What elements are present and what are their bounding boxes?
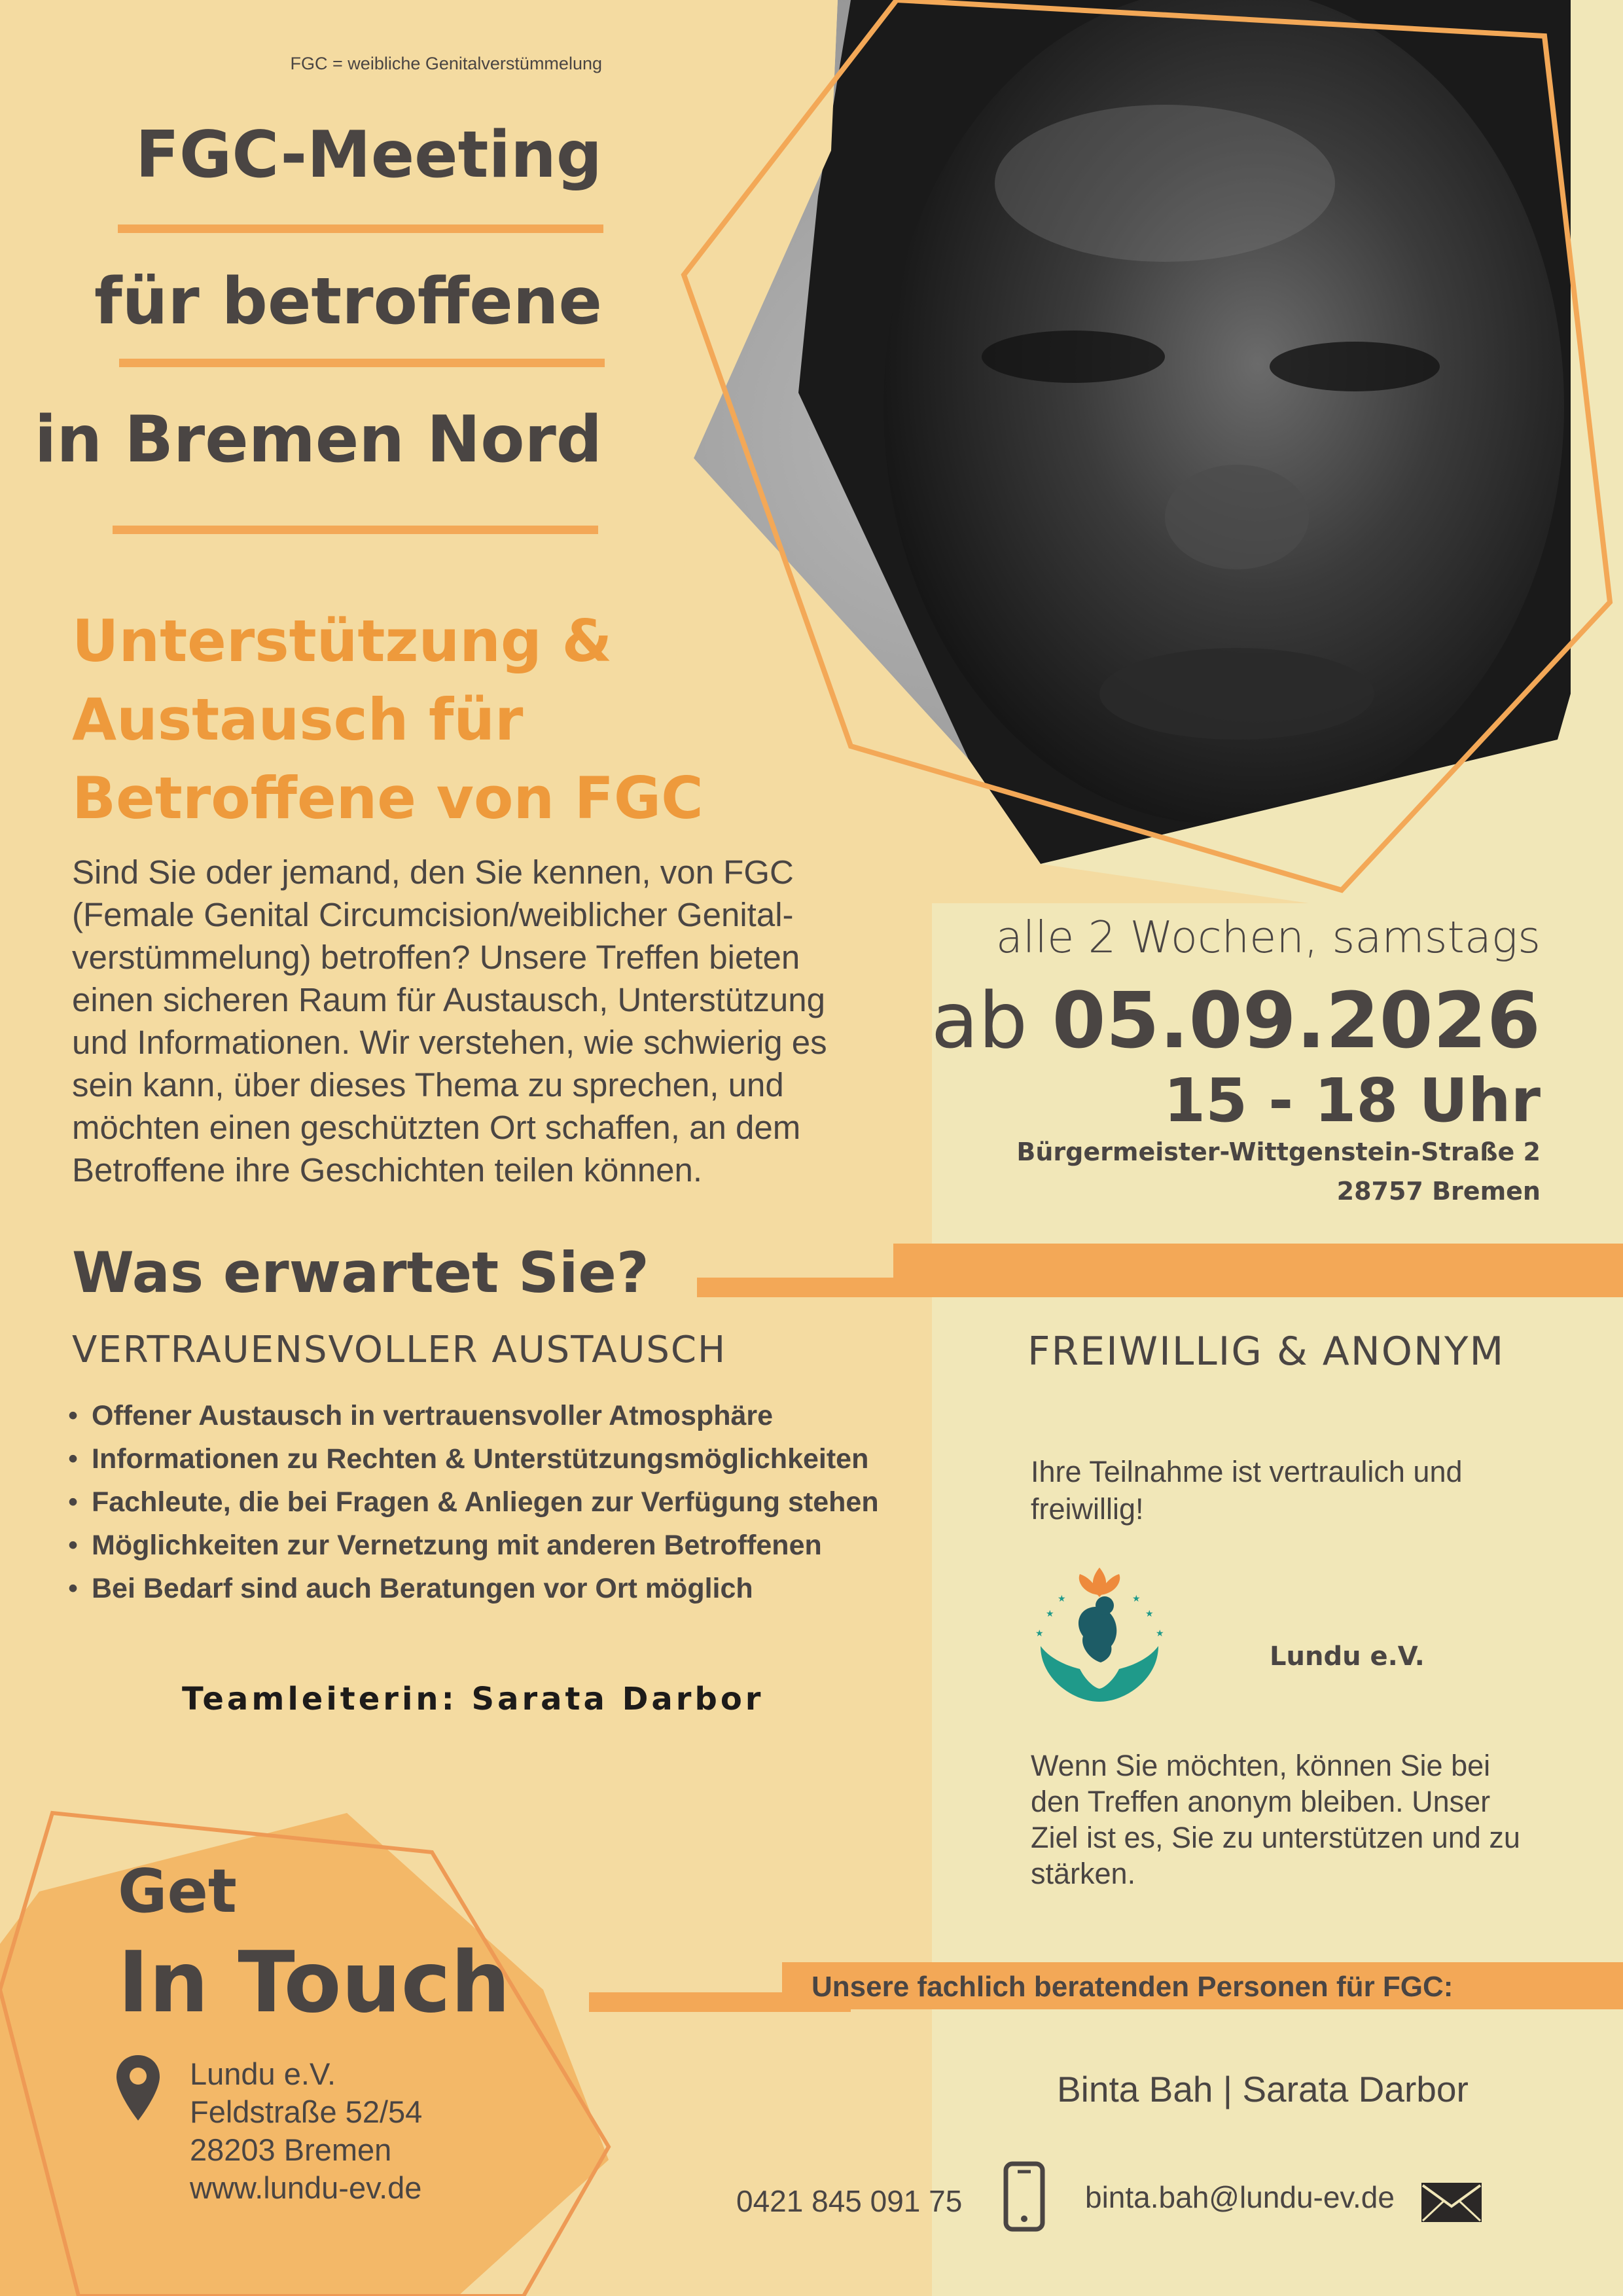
get-heading: Get <box>118 1856 237 1926</box>
svg-text:★: ★ <box>1058 1594 1066 1604</box>
meeting-start-date <box>931 975 1541 1066</box>
anonymous-line: stärken. <box>1031 1857 1136 1890</box>
anonymous-text <box>1031 1748 1574 1892</box>
support-heading-line: Betroffene von FGC <box>72 764 704 832</box>
intro-line: Betroffene ihre Geschichten teilen können. <box>72 1151 703 1189</box>
address-line: 28203 Bremen <box>190 2132 392 2167</box>
team-lead: Teamleiterin: Sarata Darbor <box>182 1681 764 1717</box>
in-touch-heading: In Touch <box>118 1934 510 2032</box>
venue-street: Bürgermeister-Wittgenstein-Straße 2 <box>1016 1138 1541 1166</box>
phone-icon <box>1003 2161 1045 2232</box>
address-line: Feldstraße 52/54 <box>190 2094 423 2129</box>
confidential-text <box>1031 1453 1528 1528</box>
title-line-1: FGC-Meeting <box>135 118 602 192</box>
intro-line: und Informationen. Wir verstehen, wie schwierig es <box>72 1024 827 1061</box>
section-bar-left <box>697 1278 959 1297</box>
anonymous-line: Ziel ist es, Sie zu unterstützen und zu <box>1031 1821 1520 1854</box>
email-address[interactable]: binta.bah@lundu-ev.de <box>1085 2180 1395 2214</box>
contact-address <box>190 2055 422 2207</box>
intro-line: verstümmelung) betroffen? Unsere Treffen bieten <box>72 939 800 976</box>
title-underline-1 <box>118 224 603 233</box>
section-bar-right <box>893 1244 1623 1297</box>
title-underline-2 <box>119 359 605 367</box>
what-to-expect-heading: Was erwartet Sie? <box>72 1240 649 1306</box>
intro-line: sein kann, über dieses Thema zu sprechen, und <box>72 1066 784 1103</box>
voluntary-heading: FREIWILLIG & ANONYM <box>1027 1329 1505 1374</box>
start-prefix: ab <box>931 975 1027 1066</box>
intro-line: möchten einen geschützten Ort schaffen, an dem <box>72 1109 801 1146</box>
svg-text:★: ★ <box>1156 1628 1164 1639</box>
svg-text:★: ★ <box>1145 1609 1154 1619</box>
anonymous-line: Wenn Sie möchten, können Sie bei <box>1031 1749 1491 1782</box>
confidential-line: freiwillig! <box>1031 1492 1144 1526</box>
phone-number[interactable]: 0421 845 091 75 <box>736 2184 963 2218</box>
expectation-list <box>68 1394 879 1610</box>
support-heading <box>72 602 857 838</box>
list-item: • Fachleute, die bei Fragen & Anliegen zur Verfügung stehen <box>68 1480 879 1524</box>
list-item: • Informationen zu Rechten & Unterstützungsmöglichkeiten <box>68 1437 879 1480</box>
list-item: • Offener Austausch in vertrauensvoller Atmosphäre <box>68 1394 879 1437</box>
fgc-definition-note: FGC = weibliche Genitalverstümmelung <box>290 54 602 73</box>
support-heading-line: Austausch für <box>72 686 524 753</box>
location-pin-icon <box>115 2054 161 2122</box>
mail-icon <box>1420 2181 1483 2223</box>
intro-line: (Female Genital Circumcision/weiblicher Genital- <box>72 896 794 933</box>
svg-text:★: ★ <box>1046 1609 1054 1619</box>
title-line-3: in Bremen Nord <box>34 403 602 477</box>
start-date-value: 05.09.2026 <box>1052 975 1541 1066</box>
svg-text:★: ★ <box>1035 1628 1044 1639</box>
support-heading-line: Unterstützung & <box>72 607 613 675</box>
title-line-2: für betroffene <box>94 264 602 339</box>
confidential-line: Ihre Teilnahme ist vertraulich und <box>1031 1455 1463 1488</box>
list-item: • Möglichkeiten zur Vernetzung mit anderen Betroffenen <box>68 1524 879 1567</box>
anonymous-line: den Treffen anonym bleiben. Unser <box>1031 1785 1491 1818</box>
website-link[interactable]: www.lundu-ev.de <box>190 2170 422 2205</box>
advisor-names: Binta Bah | Sarata Darbor <box>1057 2069 1469 2109</box>
intro-paragraph <box>72 851 897 1191</box>
meeting-time: 15 - 18 Uhr <box>1164 1066 1541 1136</box>
meeting-frequency: alle 2 Wochen, samstags <box>995 912 1541 963</box>
org-name: Lundu e.V. <box>1270 1641 1425 1672</box>
venue-city: 28757 Bremen <box>1336 1177 1541 1206</box>
contact-hexagon-decoration <box>0 1793 628 2296</box>
intro-line: Sind Sie oder jemand, den Sie kennen, von FGC <box>72 853 794 891</box>
trust-subheading: VERTRAUENSVOLLER AUSTAUSCH <box>72 1329 727 1371</box>
address-line: Lundu e.V. <box>190 2056 336 2091</box>
advisors-label: Unsere fachlich beratenden Personen für FGC: <box>812 1971 1454 2003</box>
intro-line: einen sicheren Raum für Austausch, Unterstützung <box>72 981 825 1018</box>
title-underline-3 <box>113 526 598 534</box>
svg-text:★: ★ <box>1132 1594 1141 1604</box>
lundu-logo <box>1027 1554 1171 1718</box>
list-item: • Bei Bedarf sind auch Beratungen vor Ort möglich <box>68 1567 879 1610</box>
